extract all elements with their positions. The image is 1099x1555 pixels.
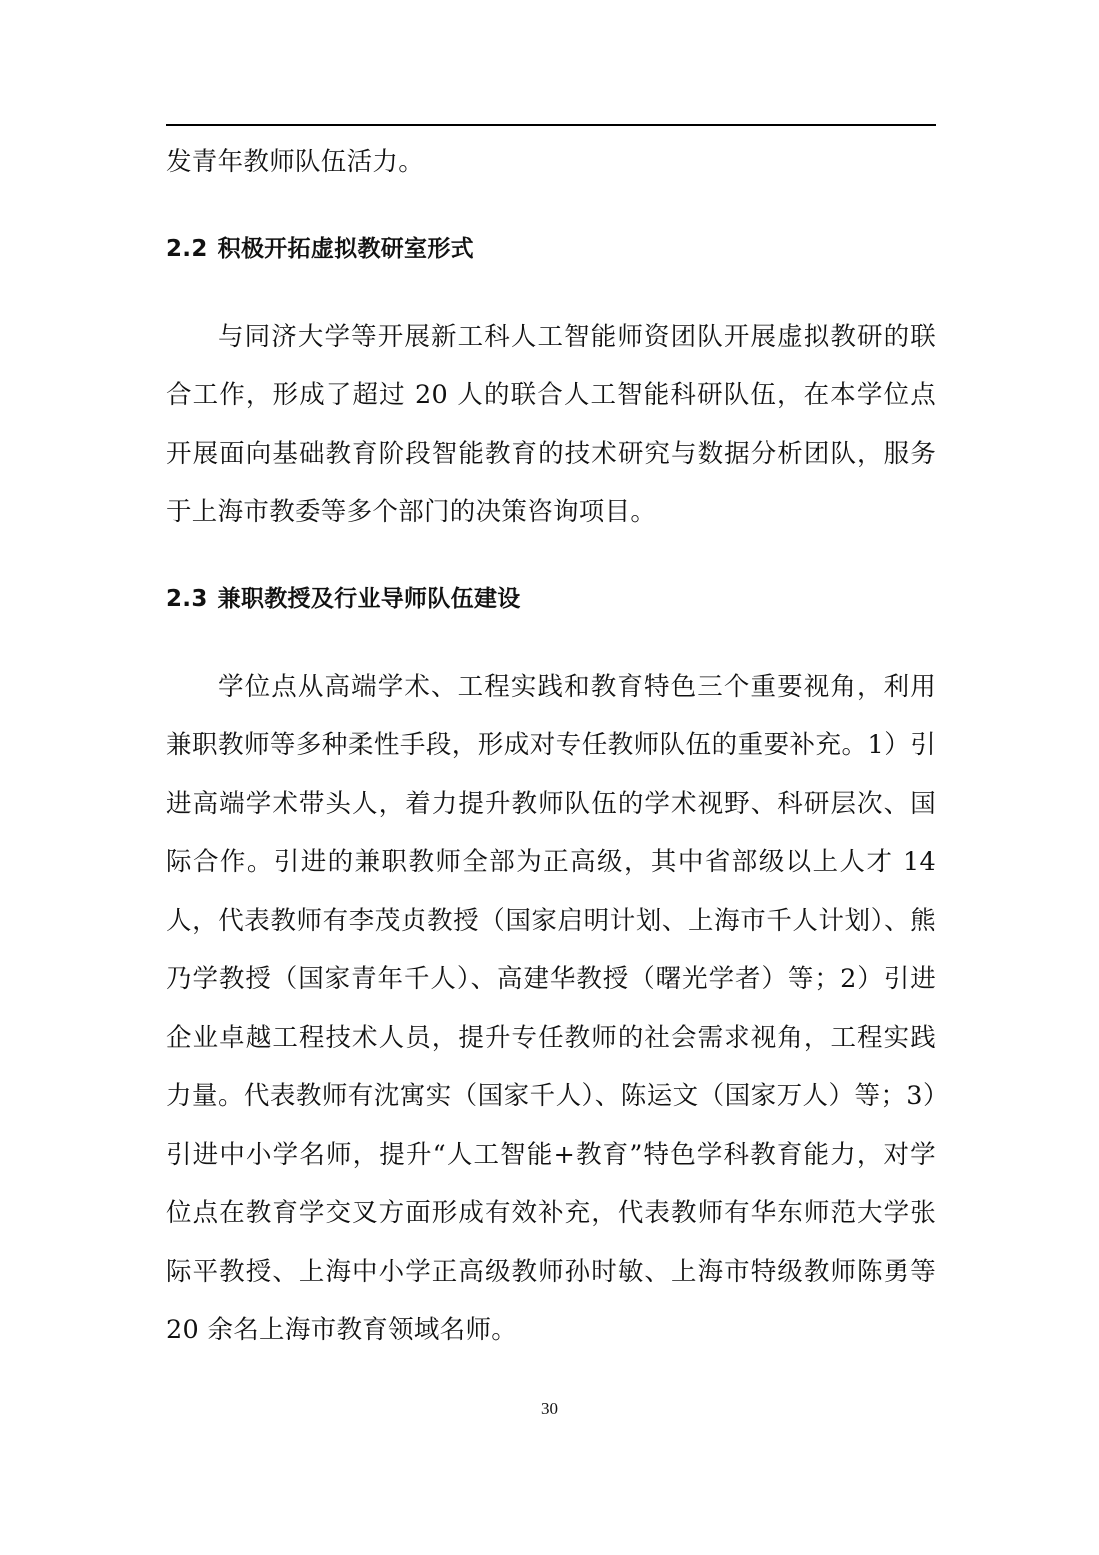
spacer [166, 542, 936, 570]
section-number: 2.2 [166, 235, 208, 262]
spacer [166, 192, 936, 220]
page-number: 30 [541, 1399, 558, 1418]
section-number: 2.3 [166, 585, 208, 612]
section-heading-2-2 [166, 220, 936, 278]
section-paragraph-2-2: 与同济大学等开展新工科人工智能师资团队开展虚拟教研的联合工作，形成了超过 20 人的联合人工智能科研队伍，在本学位点开展面向基础教育阶段智能教育的技术研究与数据分析团队，服务于上海市教委等多个部门的决策咨询项目。 [166, 321, 936, 527]
section-title: 积极开拓虚拟教研室形式 [217, 235, 474, 262]
page-content [166, 133, 936, 1360]
section-paragraph-2-3: 学位点从高端学术、工程实践和教育特色三个重要视角，利用兼职教师等多种柔性手段，形成对专任教师队伍的重要补充。1）引进高端学术带头人，着力提升教师队伍的学术视野、科研层次、国际合作。引进的兼职教师全部为正高级，其中省部级以上人才 14 人，代表教师有李茂贞教授（国家启明计划、上海市千人计划）、熊乃学教授（国家青年千人）、高建华教授（曙光学者）等；2）引进企业卓越工程技术人员，提升专任教师的社会需求视角，工程实践力量。代表教师有沈寓实（国家千人）、陈运文（国家万人）等；3）引进中小学名师，提升“人工智能+教育”特色学科教育能力，对学位点在教育学交叉方面形成有效补充，代表教师有华东师范大学张际平教授、上海中小学正高级教师孙时敏、上海市特级教师陈勇等 20 余名上海市教育领域名师。 [166, 671, 936, 1345]
section-title: 兼职教授及行业导师队伍建设 [217, 585, 521, 612]
header-rule [166, 124, 936, 126]
spacer [166, 278, 936, 308]
section-heading-2-3 [166, 570, 936, 628]
spacer [166, 628, 936, 658]
carryover-paragraph: 发青年教师队伍活力。 [166, 147, 425, 177]
